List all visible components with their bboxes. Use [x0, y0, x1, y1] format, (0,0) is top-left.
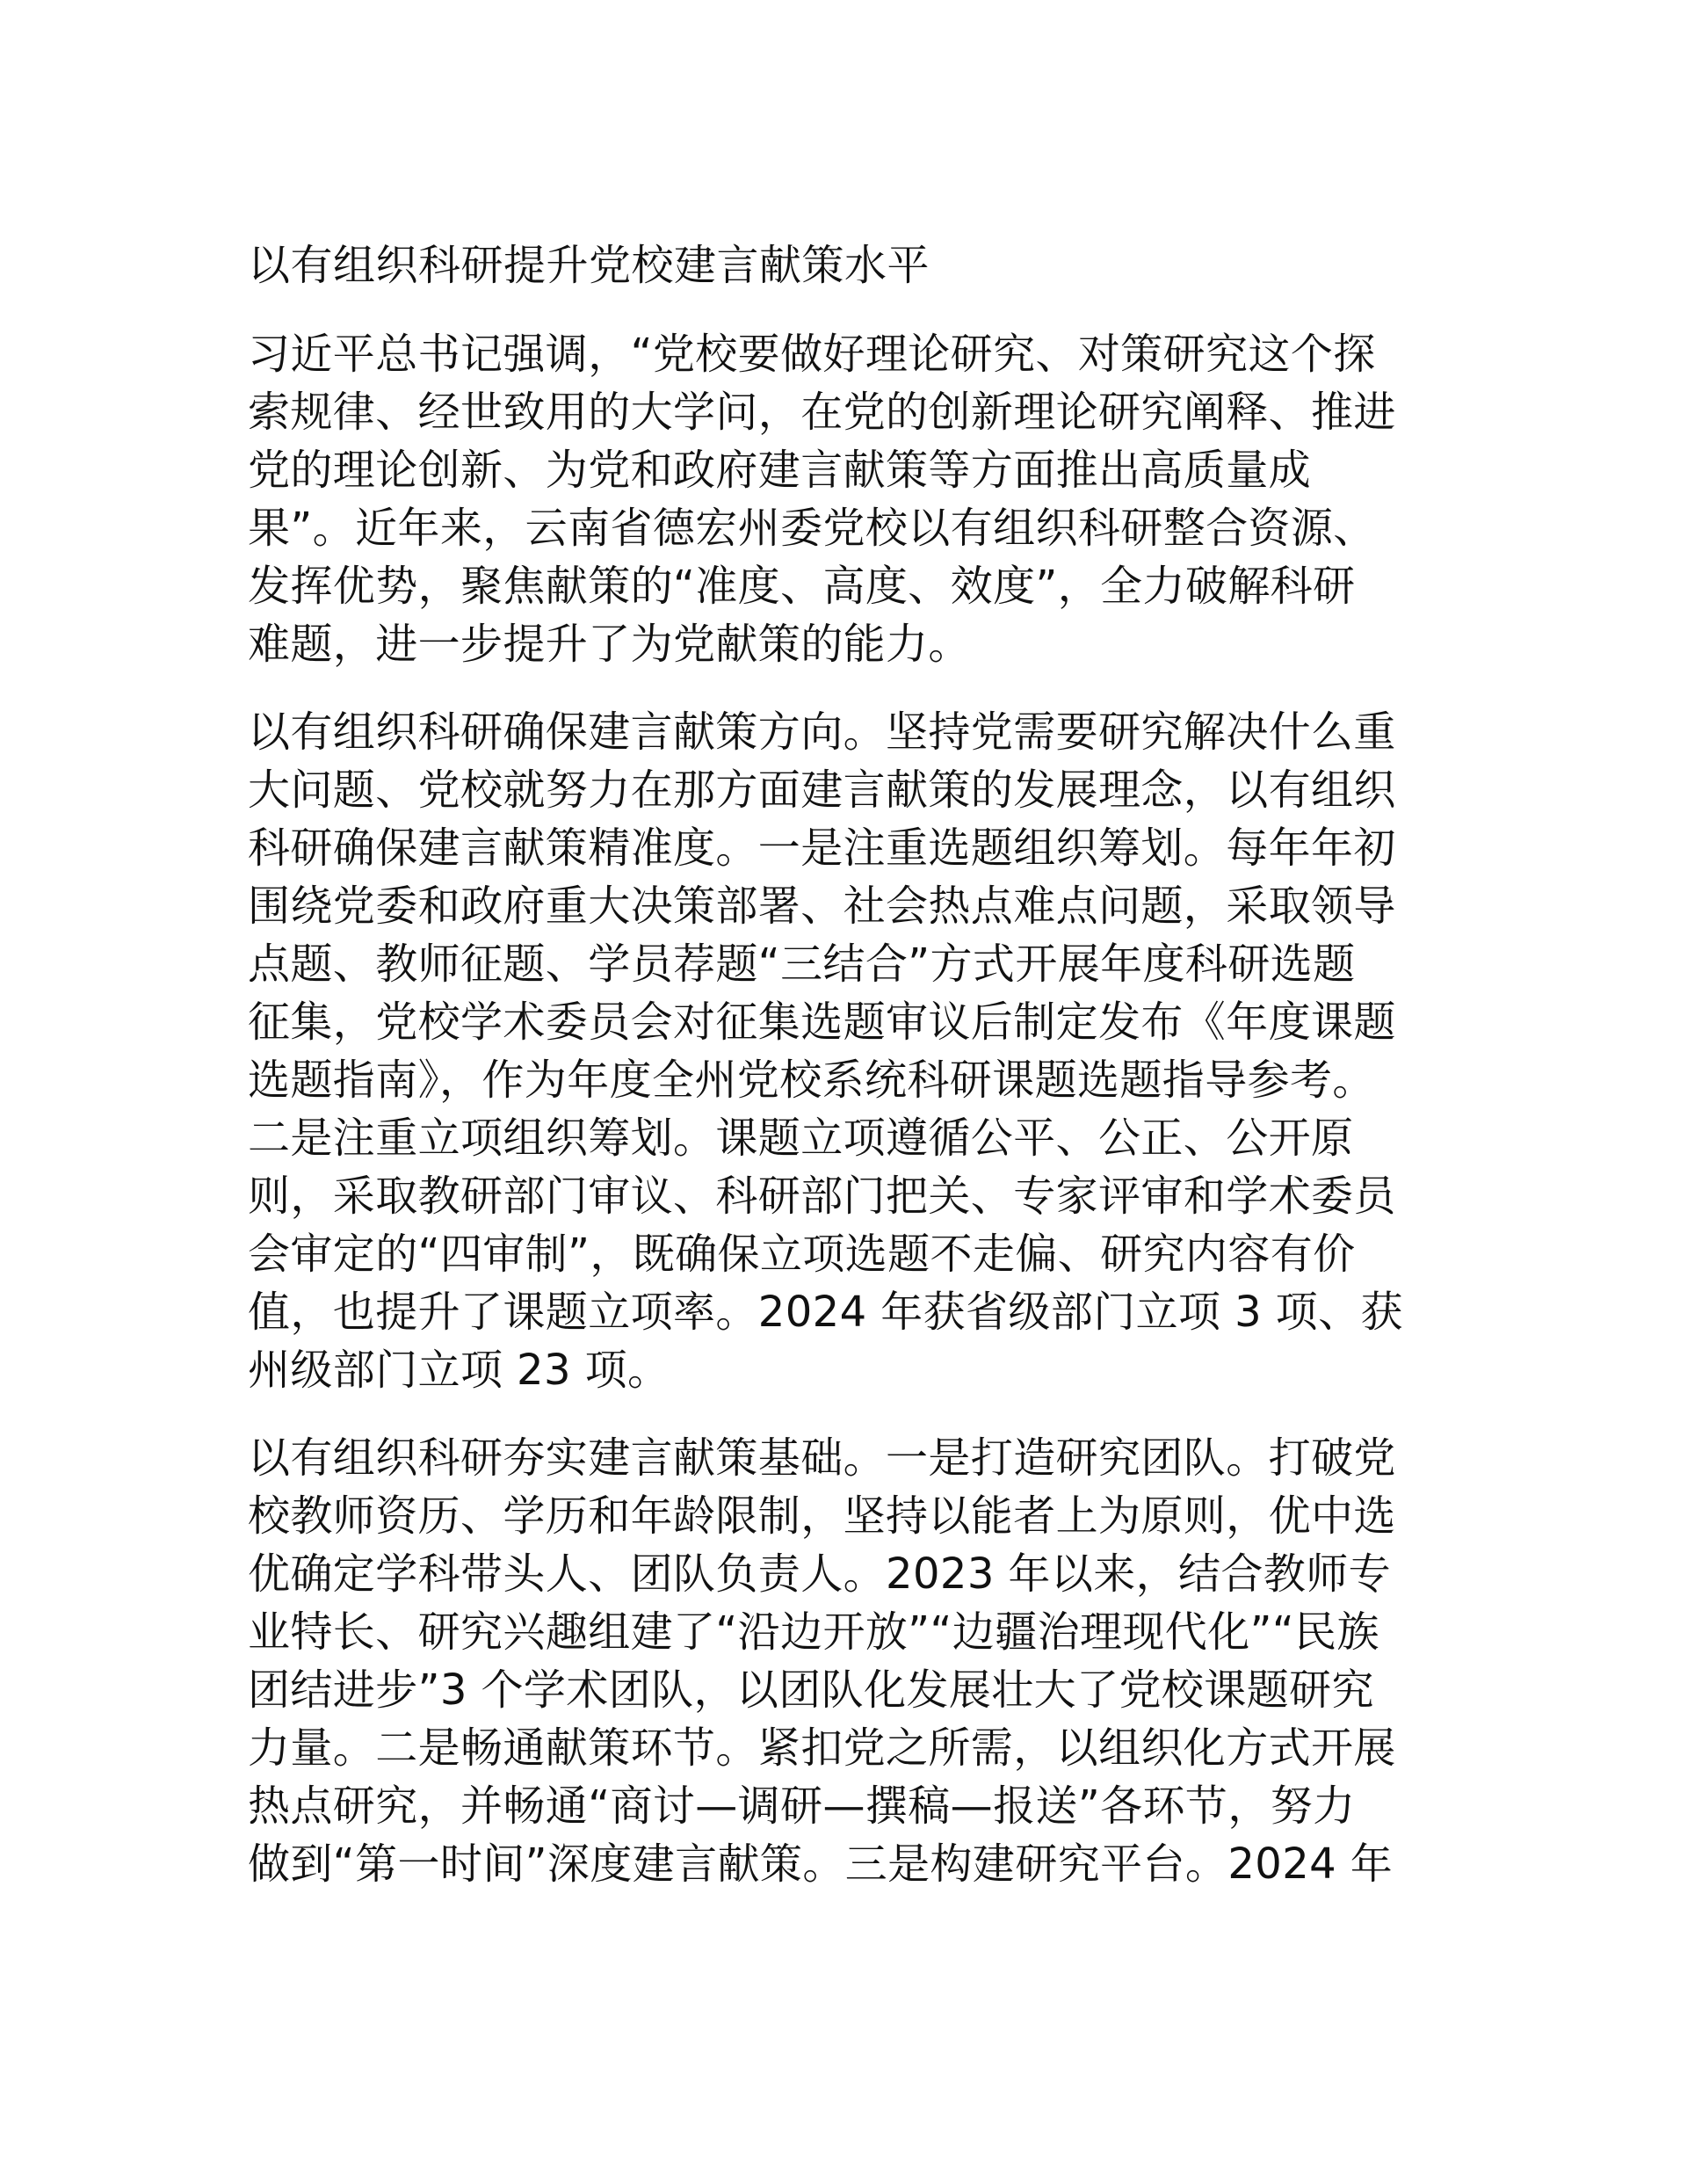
paragraph-line: 习近平总书记强调，“党校要做好理论研究、对策研究这个探 [248, 330, 1376, 379]
paragraph-line: 大问题、党校就努力在那方面建言献策的发展理念，以有组织 [248, 765, 1396, 815]
paragraph-line: 团结进步”3 个学术团队，以团队化发展壮大了党校课题研究 [248, 1665, 1374, 1715]
paragraph-line: 业特长、研究兴趣组建了“沿边开放”“边疆治理现代化”“民族 [248, 1607, 1379, 1657]
paragraph-line: 索规律、经世致用的大学问，在党的创新理论研究阐释、推进 [248, 388, 1396, 437]
paragraph-line: 科研确保建言献策精准度。一是注重选题组织筹划。每年年初 [248, 824, 1396, 873]
paragraph-line: 难题，进一步提升了为党献策的能力。 [248, 620, 971, 669]
paragraph-line: 果”。近年来，云南省德宏州委党校以有组织科研整合资源、 [248, 504, 1376, 553]
paragraph-1 [248, 325, 1448, 673]
paragraph-line: 以有组织科研确保建言献策方向。坚持党需要研究解决什么重 [248, 707, 1396, 757]
paragraph-line: 做到“第一时间”深度建言献策。三是构建研究平台。2024 年 [248, 1839, 1394, 1889]
paragraph-line: 会审定的“四审制”，既确保立项选题不走偏、研究内容有价 [248, 1230, 1356, 1279]
document-body [248, 236, 1448, 1923]
paragraph-line: 围绕党委和政府重大决策部署、社会热点难点问题，采取领导 [248, 882, 1396, 931]
paragraph-3 [248, 1429, 1448, 1893]
paragraph-line: 优确定学科带头人、团队负责人。2023 年以来，结合教师专 [248, 1549, 1392, 1599]
document-title: 以有组织科研提升党校建言献策水平 [248, 241, 930, 290]
paragraph-line: 校教师资历、学历和年龄限制，坚持以能者上为原则，优中选 [248, 1491, 1396, 1541]
paragraph-line: 值，也提升了课题立项率。2024 年获省级部门立项 3 项、获 [248, 1288, 1403, 1337]
paragraph-line: 则，采取教研部门审议、科研部门把关、专家评审和学术委员 [248, 1172, 1396, 1221]
paragraph-line: 力量。二是畅通献策环节。紧扣党之所需，以组织化方式开展 [248, 1723, 1396, 1773]
paragraph-line: 热点研究，并畅通“商讨—调研—撰稿—报送”各环节，努力 [248, 1781, 1356, 1831]
paragraph-line: 以有组织科研夯实建言献策基础。一是打造研究团队。打破党 [248, 1433, 1396, 1483]
paragraph-line: 选题指南》，作为年度全州党校系统科研课题选题指导参考。 [248, 1056, 1375, 1105]
paragraph-2 [248, 703, 1448, 1399]
paragraph-line: 征集，党校学术委员会对征集选题审议后制定发布《年度课题 [248, 998, 1396, 1047]
paragraph-line: 党的理论创新、为党和政府建言献策等方面推出高质量成 [248, 446, 1312, 495]
paragraph-line: 二是注重立项组织筹划。课题立项遵循公平、公正、公开原 [248, 1114, 1354, 1163]
paragraph-line: 点题、教师征题、学员荐题“三结合”方式开展年度科研选题 [248, 940, 1356, 989]
paragraph-line: 发挥优势，聚焦献策的“准度、高度、效度”，全力破解科研 [248, 562, 1356, 611]
paragraph-line: 州级部门立项 23 项。 [248, 1346, 670, 1395]
